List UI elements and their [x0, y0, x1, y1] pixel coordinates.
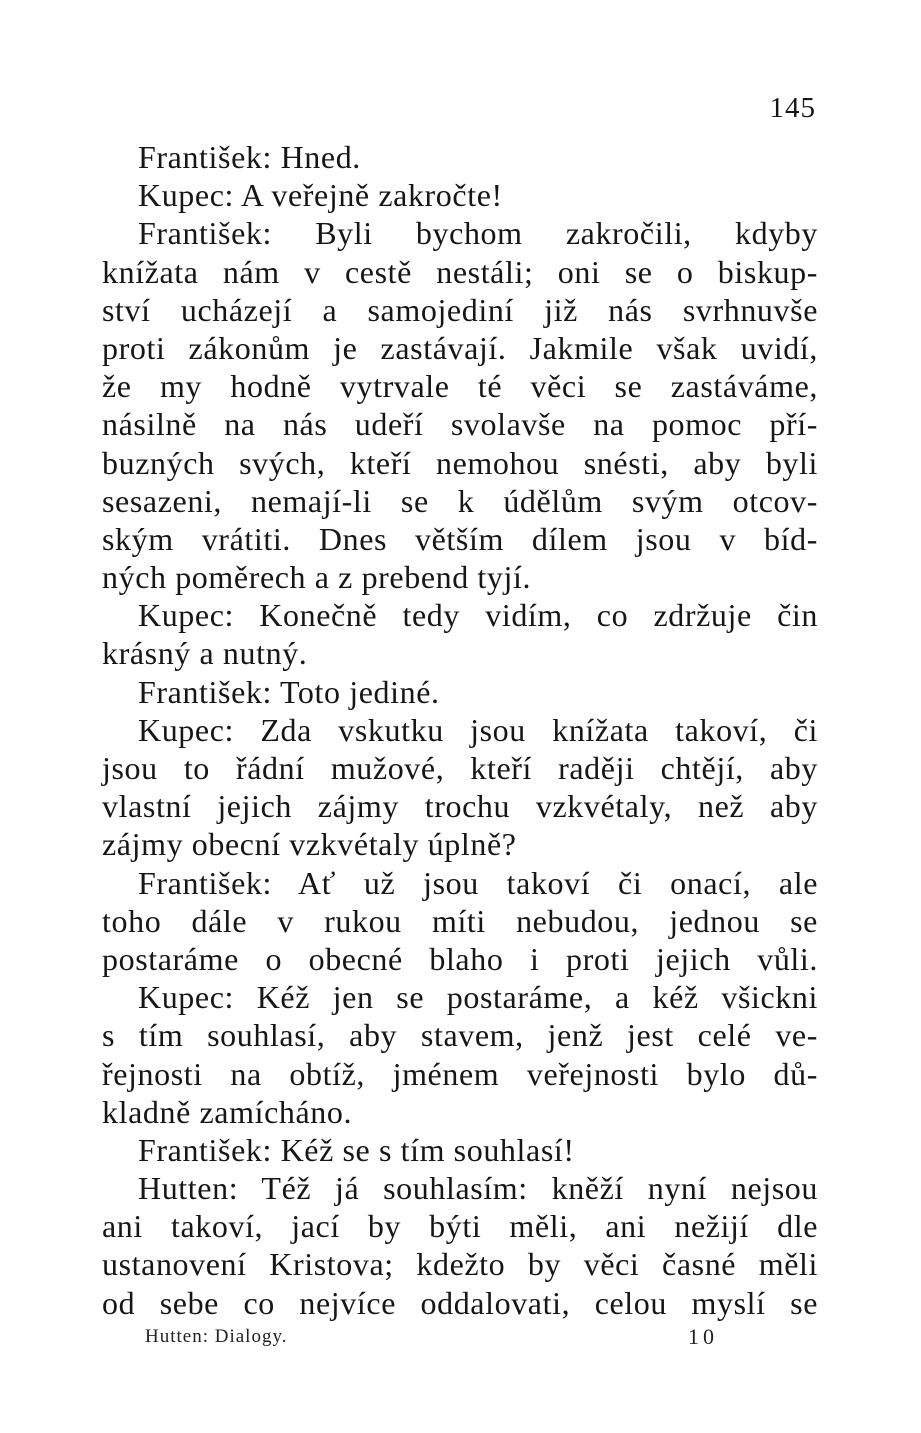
text-line: ským vrátiti. Dnes větším dílem jsou v bíd-	[102, 520, 818, 557]
text-line: toho dále v rukou míti nebudou, jednou se	[102, 902, 818, 939]
text-line: sesazeni, nemají-li se k údělům svým otcov-	[102, 482, 818, 519]
text-line: s tím souhlasí, aby stavem, jenž jest celé ve-	[102, 1017, 818, 1054]
text-line: Kupec: Kéž jen se postaráme, a kéž všickni	[138, 979, 818, 1016]
printer-signature-mark: 10	[688, 1324, 718, 1349]
text-line: kladně zamícháno.	[102, 1093, 353, 1130]
page-number: 145	[769, 92, 816, 124]
text-line: vlastní jejich zájmy trochu vzkvétaly, než aby	[102, 788, 818, 825]
text-line: ných poměrech a z prebend tyjí.	[102, 559, 532, 596]
text-line: buzných svých, kteří nemohou snésti, aby byli	[102, 444, 818, 481]
text-line: Hutten: Též já souhlasím: kněží nyní nejsou	[138, 1170, 818, 1207]
text-line: Kupec: Konečně tedy vidím, co zdržuje čin	[138, 597, 818, 634]
text-line: že my hodně vytrvale té věci se zastáváme,	[102, 368, 818, 405]
text-line: krásný a nutný.	[102, 635, 308, 672]
text-line: František: Toto jediné.	[138, 673, 440, 710]
text-line: František: Ať už jsou takoví či onací, ale	[138, 864, 818, 901]
running-footer-title: Hutten: Dialogy.	[145, 1326, 288, 1347]
text-line: od sebe co nejvíce oddalovati, celou myslí se	[102, 1284, 818, 1321]
text-line: František: Kéž se s tím souhlasí!	[138, 1131, 575, 1168]
text-line: ani takoví, jací by býti měli, ani nežijí dle	[102, 1208, 818, 1245]
text-line: František: Byli bychom zakročili, kdyby	[138, 215, 818, 252]
body-text	[102, 138, 818, 1322]
text-line: proti zákonům je zastávají. Jakmile však uvidí,	[102, 329, 818, 366]
text-line: jsou to řádní mužové, kteří raději chtějí, aby	[102, 750, 818, 786]
text-line: postaráme o obecné blaho i proti jejich vůli.	[102, 940, 818, 977]
text-line: násilně na nás udeří svolavše na pomoc pří-	[102, 406, 818, 443]
text-line: knížata nám v cestě nestáli; oni se o biskup-	[102, 253, 818, 290]
text-line: Kupec: Zda vskutku jsou knížata takoví, či	[138, 711, 818, 748]
text-line: zájmy obecní vzkvétaly úplně?	[102, 826, 517, 863]
text-line: František: Hned.	[138, 139, 361, 175]
text-line: Kupec: A veřejně zakročte!	[138, 177, 503, 214]
text-line: ství ucházejí a samojediní již nás svrhnuvše	[102, 291, 818, 328]
text-line: řejnosti na obtíž, jménem veřejnosti bylo dů-	[102, 1055, 818, 1092]
text-line: ustanovení Kristova; kdežto by věci časné měli	[102, 1246, 818, 1283]
